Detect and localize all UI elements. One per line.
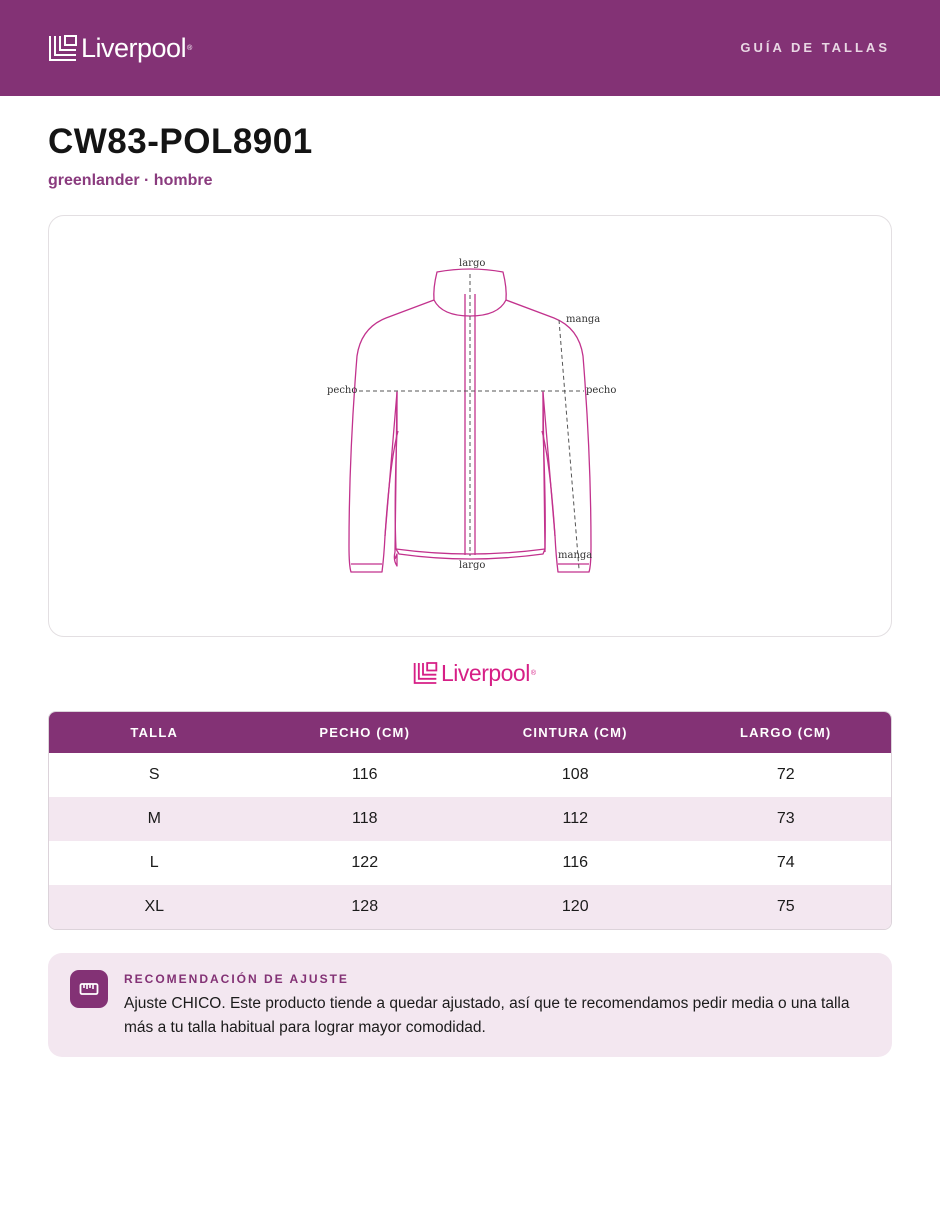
logo-registered-mark: ® — [187, 44, 193, 52]
table-row — [49, 885, 891, 929]
cell-largo: 75 — [776, 898, 795, 915]
ruler-icon — [70, 970, 108, 1008]
logo-wordmark: Liverpool — [81, 33, 187, 63]
liverpool-mark-icon — [413, 661, 438, 685]
cell-talla: M — [147, 810, 161, 827]
cell-largo: 74 — [776, 854, 795, 871]
cell-pecho: 128 — [351, 898, 379, 915]
cell-talla: L — [149, 854, 159, 871]
liverpool-logo-icon — [48, 34, 78, 62]
cell-pecho: 122 — [351, 854, 379, 871]
table-header — [49, 712, 891, 753]
product-subtitle: greenlander · hombre — [48, 172, 213, 189]
recommendation-title: RECOMENDACIÓN DE AJUSTE — [124, 972, 349, 986]
cell-largo: 73 — [776, 810, 795, 827]
cell-cintura: 120 — [561, 898, 589, 915]
size-table — [48, 711, 892, 930]
cell-pecho: 118 — [351, 810, 378, 827]
label-pecho-left: pecho — [327, 385, 358, 396]
jacket-diagram — [49, 216, 893, 638]
cell-largo: 72 — [776, 766, 795, 783]
header-largo: LARGO (CM) — [740, 725, 832, 740]
measure-lines — [359, 274, 584, 569]
product-code-title: CW83-POL8901 — [48, 122, 313, 161]
header-pecho: PECHO (CM) — [319, 725, 411, 740]
cell-talla: S — [148, 766, 160, 783]
brand-wordmark: Liverpool — [441, 660, 530, 686]
recommendation-text: Ajuste CHICO. Este producto tiende a quedar ajustado, así que te recomendamos pedir media o una talla más a tu talla habitual para lograr mayor comodidad. — [124, 995, 850, 1036]
label-manga-top: manga — [566, 314, 601, 325]
label-pecho-right: pecho — [586, 385, 617, 396]
header-talla: TALLA — [130, 725, 179, 740]
label-largo-top: largo — [459, 258, 486, 269]
label-manga-bottom: manga — [558, 550, 593, 561]
liverpool-logo[interactable] — [48, 31, 192, 65]
cell-cintura: 116 — [562, 854, 588, 871]
table-row — [49, 797, 891, 841]
cell-cintura: 112 — [562, 810, 588, 827]
brand-registered-mark: ® — [530, 669, 537, 677]
header-cintura: CINTURA (CM) — [522, 725, 628, 740]
cell-cintura: 108 — [561, 766, 589, 783]
liverpool-brand-mark — [413, 659, 536, 687]
fit-recommendation-box — [48, 953, 892, 1057]
cell-talla: XL — [144, 898, 165, 915]
label-largo-bottom: largo — [459, 560, 486, 571]
size-guide-label: GUÍA DE TALLAS — [740, 40, 890, 55]
table-row — [49, 753, 891, 797]
cell-pecho: 116 — [351, 766, 378, 783]
measurement-diagram-card — [48, 215, 892, 637]
table-row — [49, 841, 891, 885]
top-header — [0, 0, 940, 96]
